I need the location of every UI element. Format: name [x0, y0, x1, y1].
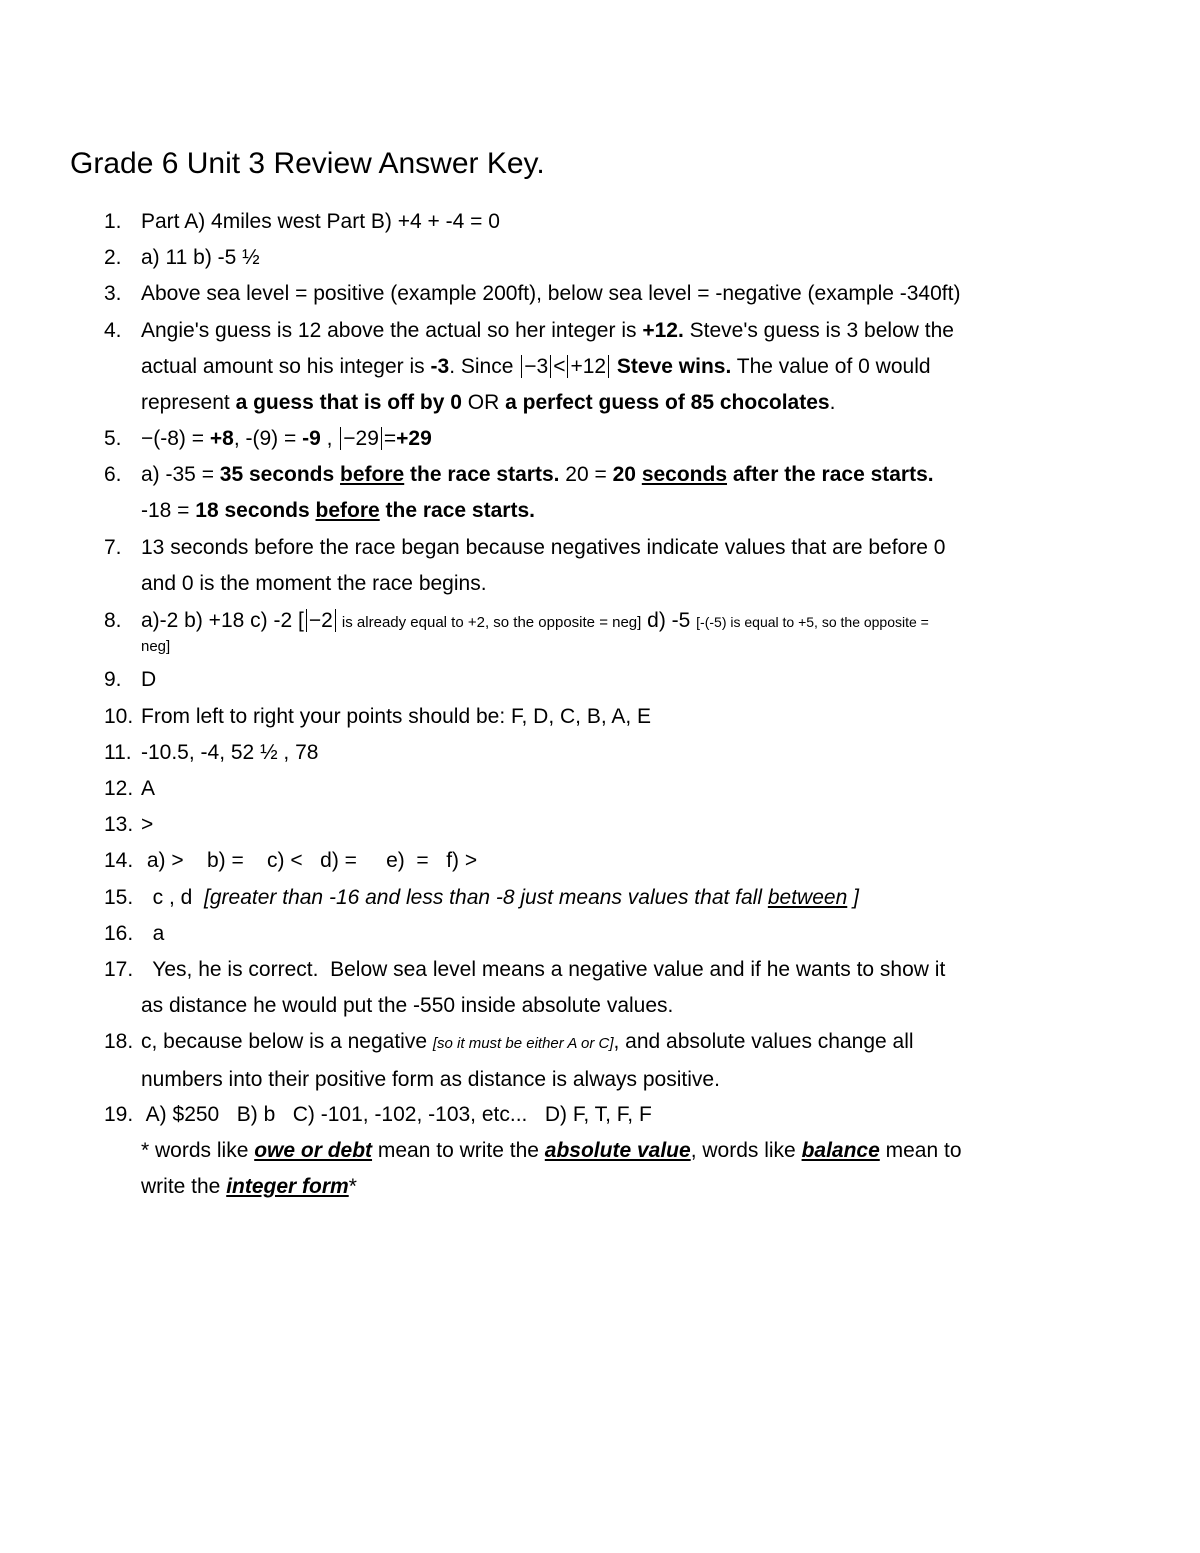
- bold-run: a guess that is off by 0: [235, 391, 462, 414]
- page-title: Grade 6 Unit 3 Review Answer Key.: [70, 147, 545, 180]
- answer-line: [141, 457, 1144, 493]
- item-number: 4.: [104, 319, 122, 342]
- answer-item-13: [104, 807, 1144, 843]
- answer-line: Yes, he is correct. Below sea level means a negative value and if he wants to show it: [141, 958, 946, 981]
- answer-line: [141, 1169, 1144, 1205]
- text-run: represent: [141, 391, 236, 414]
- answer-item-1: [104, 204, 1144, 240]
- note-run: is already equal to +2, so the opposite = neg]: [337, 614, 642, 631]
- underlined-run: balance: [801, 1139, 880, 1162]
- text-run: .: [829, 391, 836, 414]
- answer-line: [141, 880, 1144, 916]
- item-number: 8.: [104, 609, 122, 632]
- answer-item-6: [104, 457, 1144, 529]
- absolute-value: +12: [567, 355, 609, 378]
- bold-run: the race starts.: [404, 463, 560, 486]
- answer-item-11: [104, 735, 1144, 771]
- text-run: . Since: [449, 355, 520, 378]
- bold-run: +12.: [642, 319, 684, 342]
- answer-text: Part A) 4miles west Part B) +4 + -4 = 0: [141, 210, 500, 233]
- answer-text: a: [141, 922, 165, 945]
- text-run: Angie's guess is 12 above the actual so her integer is: [141, 319, 643, 342]
- item-number: 5.: [104, 427, 122, 450]
- bold-run: Steve wins.: [611, 355, 732, 378]
- bold-run: +8: [209, 427, 234, 450]
- text-run: 20 =: [559, 463, 613, 486]
- item-number: 7.: [104, 536, 122, 559]
- note-run: [-(-5) is equal to +5, so the opposite =: [696, 614, 929, 630]
- bold-run: 35 seconds: [219, 463, 341, 486]
- item-number: 9.: [104, 668, 122, 691]
- answer-text: a) 11 b) -5 ½: [141, 246, 260, 269]
- underlined-run: before: [340, 463, 405, 486]
- bold-run: the race starts.: [379, 499, 535, 522]
- text-run: <: [553, 355, 566, 378]
- absolute-value: −2: [306, 609, 336, 632]
- answer-item-17: [104, 952, 1144, 1024]
- text-run: mean to: [879, 1139, 962, 1162]
- text-run: ,: [320, 427, 339, 450]
- text-run: Steve's guess is 3 below the: [683, 319, 954, 342]
- answer-line: [141, 421, 1144, 457]
- bold-run: a perfect guess of 85 chocolates: [505, 391, 830, 414]
- item-number: 3.: [104, 282, 122, 305]
- text-run: d) -5: [641, 609, 697, 632]
- text-run: , -(9) =: [233, 427, 303, 450]
- answer-line: [141, 313, 1144, 349]
- italic-note: [greater than -16 and less than -8 just means values that fall: [204, 886, 768, 909]
- answer-line: [141, 385, 1144, 421]
- text-run: mean to write the: [372, 1139, 545, 1162]
- item-number: 19.: [104, 1103, 134, 1126]
- answer-line: 13 seconds before the race began because negatives indicate values that are before 0: [141, 536, 946, 559]
- answer-text: Above sea level = positive (example 200ft), below sea level = -negative (example -340ft): [141, 282, 961, 305]
- underlined-run: between: [767, 886, 848, 909]
- bold-run: 18 seconds: [195, 499, 316, 522]
- absolute-value: −3: [521, 355, 551, 378]
- answer-item-19: [104, 1097, 1144, 1205]
- bold-run: 20: [612, 463, 642, 486]
- answer-text: From left to right your points should be: F, D, C, B, A, E: [141, 705, 652, 728]
- underlined-run: before: [315, 499, 380, 522]
- text-run: c, because below is a negative: [141, 1030, 433, 1053]
- item-number: 16.: [104, 922, 134, 945]
- text-run: , and absolute values change all: [613, 1030, 914, 1053]
- answer-line: [141, 493, 1144, 529]
- answer-item-18: [104, 1024, 1144, 1098]
- answer-text: >: [141, 813, 154, 836]
- bold-run: after the race starts.: [727, 463, 934, 486]
- item-number: 6.: [104, 463, 122, 486]
- absolute-value: −29: [340, 427, 382, 450]
- answer-item-7: [104, 530, 1144, 602]
- answer-item-15: [104, 880, 1144, 916]
- answer-text: D: [141, 668, 157, 691]
- text-run: a) -35 =: [141, 463, 220, 486]
- item-number: 17.: [104, 958, 134, 981]
- item-number: 18.: [104, 1030, 134, 1053]
- italic-note: [so it must be either A or C]: [432, 1035, 614, 1052]
- text-run: OR: [461, 391, 506, 414]
- item-number: 12.: [104, 777, 134, 800]
- underlined-run: absolute value: [544, 1139, 691, 1162]
- answer-item-3: [104, 276, 1144, 312]
- answer-line: numbers into their positive form as distance is always positive.: [141, 1068, 720, 1091]
- answer-item-14: [104, 843, 1144, 879]
- answer-item-9: [104, 662, 1144, 698]
- answer-item-16: [104, 916, 1144, 952]
- text-run: write the: [141, 1175, 227, 1198]
- answer-item-2: [104, 240, 1144, 276]
- answer-item-8: [104, 603, 1144, 659]
- answer-line: and 0 is the moment the race begins.: [141, 572, 487, 595]
- text-run: * words like: [141, 1139, 255, 1162]
- text-run: -18 =: [141, 499, 196, 522]
- answer-item-10: [104, 699, 1144, 735]
- text-run: −(-8) =: [141, 427, 210, 450]
- answer-line: [141, 349, 1144, 385]
- item-number: 2.: [104, 246, 122, 269]
- bold-run: -9: [302, 427, 321, 450]
- text-run: , words like: [690, 1139, 802, 1162]
- text-run: c , d: [141, 886, 205, 909]
- item-number: 15.: [104, 886, 134, 909]
- text-run: actual amount so his integer is: [141, 355, 431, 378]
- bold-run: -3: [430, 355, 450, 378]
- answer-text: a) > b) = c) < d) = e) = f) >: [141, 849, 478, 872]
- answer-line: as distance he would put the -550 inside absolute values.: [141, 994, 674, 1017]
- item-number: 10.: [104, 705, 134, 728]
- underlined-run: seconds: [641, 463, 728, 486]
- answer-line: A) $250 B) b C) -101, -102, -103, etc... D) F, T, F, F: [141, 1103, 652, 1126]
- answer-text: -10.5, -4, 52 ½ , 78: [141, 741, 319, 764]
- item-number: 11.: [104, 741, 132, 764]
- answer-line: neg]: [141, 638, 171, 655]
- answer-text: A: [141, 777, 156, 800]
- text-run: The value of 0 would: [731, 355, 931, 378]
- answer-item-5: [104, 421, 1144, 457]
- answer-item-12: [104, 771, 1144, 807]
- underlined-run: integer form: [226, 1175, 349, 1198]
- answer-line: [141, 1024, 1144, 1062]
- item-number: 13.: [104, 813, 134, 836]
- answer-item-4: [104, 313, 1144, 421]
- text-run: a)-2 b) +18 c) -2 [: [141, 609, 304, 632]
- item-number: 1.: [104, 210, 122, 233]
- text-run: =: [383, 427, 397, 450]
- italic-note: ]: [847, 886, 859, 909]
- underlined-run: owe or debt: [254, 1139, 373, 1162]
- text-run: *: [348, 1175, 357, 1198]
- bold-run: +29: [396, 427, 432, 450]
- item-number: 14.: [104, 849, 134, 872]
- answer-line: [141, 1133, 1144, 1169]
